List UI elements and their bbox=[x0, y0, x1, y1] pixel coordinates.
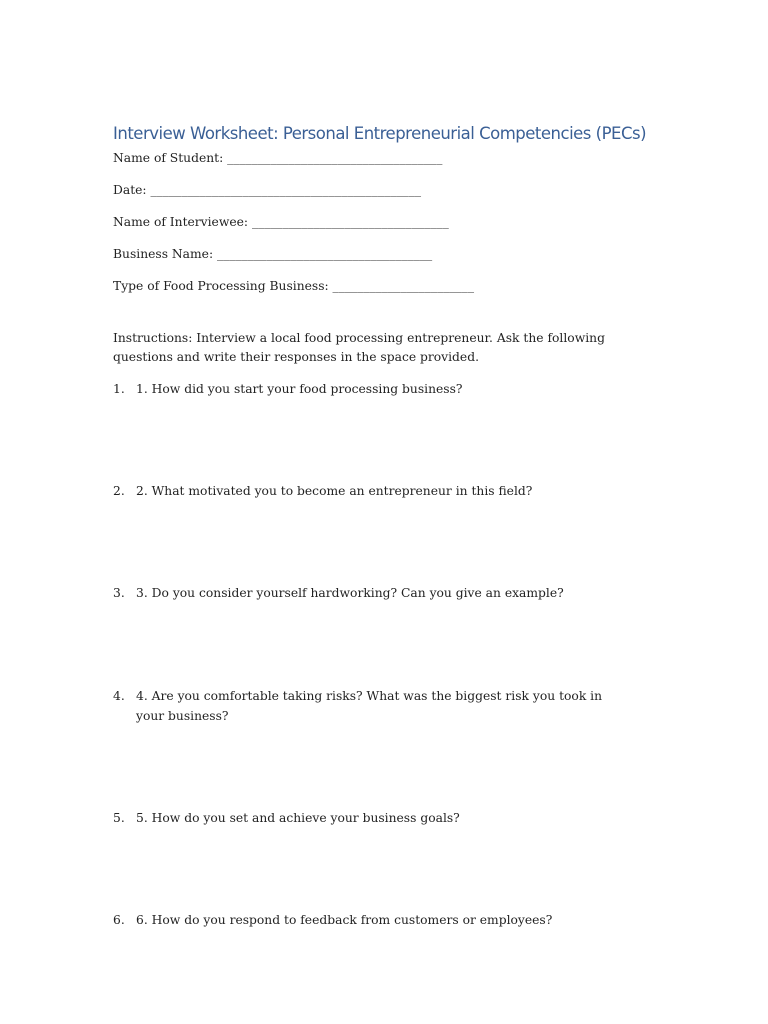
question-item bbox=[113, 808, 633, 828]
question-text: 4. Are you comfortable taking risks? What was the biggest risk you took in your business? bbox=[136, 689, 603, 723]
date-field: Date: ____________________________________________ bbox=[113, 183, 421, 197]
question-text: 2. What motivated you to become an entrepreneur in this field? bbox=[136, 484, 533, 498]
question-number: 3. bbox=[113, 586, 125, 600]
question-text: 5. How do you set and achieve your business goals? bbox=[136, 811, 460, 825]
interviewee-name-field: Name of Interviewee: ________________________________ bbox=[113, 215, 449, 229]
question-text: 6. How do you respond to feedback from customers or employees? bbox=[136, 913, 553, 927]
question-item bbox=[113, 481, 633, 501]
student-name-field: Name of Student: ___________________________________ bbox=[113, 151, 443, 165]
document-title: Interview Worksheet: Personal Entrepreneurial Competencies (PECs) bbox=[113, 124, 647, 143]
question-item bbox=[113, 686, 613, 726]
question-text: 3. Do you consider yourself hardworking? Can you give an example? bbox=[136, 586, 564, 600]
question-number: 6. bbox=[113, 913, 125, 927]
question-number: 4. bbox=[113, 689, 125, 703]
business-name-field: Business Name: ___________________________________ bbox=[113, 247, 433, 261]
instructions-text: Instructions: Interview a local food processing entrepreneur. Ask the following questions and write their responses in the space provided. bbox=[113, 331, 605, 364]
question-number: 2. bbox=[113, 484, 125, 498]
question-item bbox=[113, 583, 633, 603]
question-number: 5. bbox=[113, 811, 125, 825]
business-type-field: Type of Food Processing Business: _______________________ bbox=[113, 279, 474, 293]
question-item bbox=[113, 379, 633, 399]
question-item bbox=[113, 910, 633, 930]
question-number: 1. bbox=[113, 382, 125, 396]
question-text: 1. How did you start your food processing business? bbox=[136, 382, 463, 396]
